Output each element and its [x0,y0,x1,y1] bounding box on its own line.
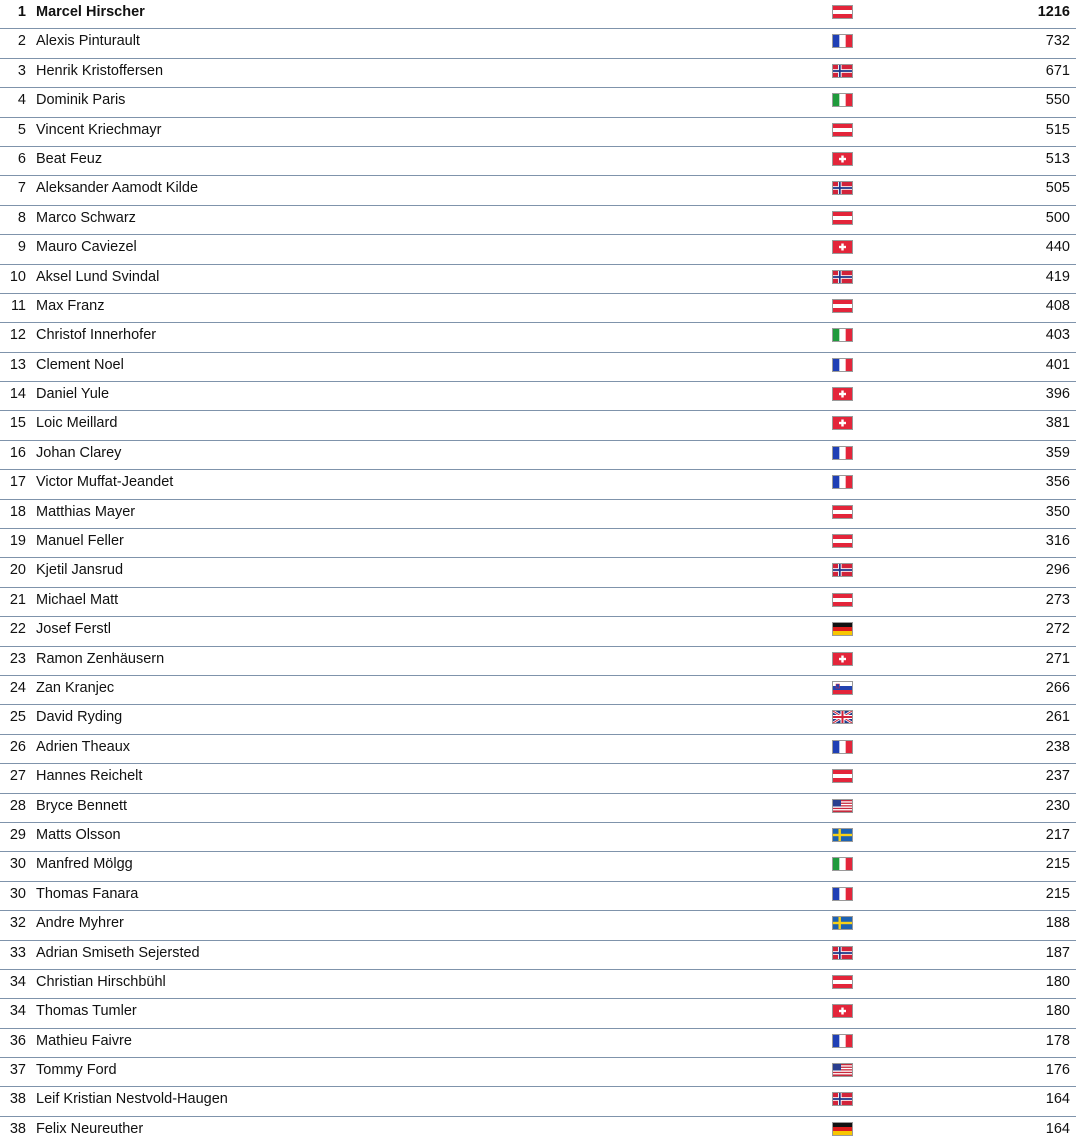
points-cell: 1216 [1037,4,1070,20]
athlete-name: Zan Kranjec [36,679,115,696]
rank-cell: 17 [9,474,26,491]
points-cell: 403 [1045,327,1070,344]
rank-cell: 12 [9,327,26,344]
standings-row [0,382,1076,411]
athlete-name: Dominik Paris [36,92,126,109]
rank-cell: 33 [9,944,26,961]
standings-row [0,676,1076,705]
nor-flag-icon [832,563,853,577]
standings-row [0,735,1076,764]
standings-row [0,794,1076,823]
standings-row [0,941,1076,970]
aut-flag-icon [832,5,853,19]
rank-cell: 8 [17,209,26,226]
points-cell: 187 [1045,944,1070,961]
aut-flag-icon [832,211,853,225]
standings-row [0,294,1076,323]
rank-cell: 30 [9,885,26,902]
standings-row [0,558,1076,587]
ger-flag-icon [832,622,853,636]
slo-flag-icon [832,681,853,695]
standings-row [0,1117,1076,1146]
standings-row [0,1029,1076,1058]
points-cell: 180 [1045,1003,1070,1020]
athlete-name: Michael Matt [36,591,119,608]
rank-cell: 15 [9,415,26,432]
swe-flag-icon [832,916,853,930]
athlete-name: Felix Neureuther [36,1120,144,1137]
standings-row [0,852,1076,881]
nor-flag-icon [832,181,853,195]
sui-flag-icon [832,1004,853,1018]
nor-flag-icon [832,64,853,78]
points-cell: 671 [1045,62,1070,79]
standings-row [0,59,1076,88]
athlete-name: Adrien Theaux [36,738,131,755]
nor-flag-icon [832,1092,853,1106]
points-cell: 505 [1045,180,1070,197]
points-cell: 164 [1045,1120,1070,1137]
rank-cell: 30 [9,856,26,873]
points-cell: 381 [1045,415,1070,432]
rank-cell: 20 [9,562,26,579]
rank-cell: 10 [9,268,26,285]
points-cell: 550 [1045,92,1070,109]
ita-flag-icon [832,857,853,871]
athlete-name: Marco Schwarz [36,209,136,226]
aut-flag-icon [832,975,853,989]
points-cell: 215 [1045,885,1070,902]
fra-flag-icon [832,1034,853,1048]
standings-row [0,823,1076,852]
usa-flag-icon [832,1063,853,1077]
rank-cell: 28 [9,797,26,814]
points-cell: 188 [1045,915,1070,932]
rank-cell: 29 [9,826,26,843]
rank-cell: 37 [9,1062,26,1079]
athlete-name: Christof Innerhofer [36,327,157,344]
points-cell: 408 [1045,297,1070,314]
aut-flag-icon [832,534,853,548]
athlete-name: Christian Hirschbühl [36,973,166,990]
athlete-name: Henrik Kristoffersen [36,62,164,79]
standings-row [0,470,1076,499]
rank-cell: 9 [17,239,26,256]
athlete-name: Matthias Mayer [36,503,136,520]
rank-cell: 14 [9,386,26,403]
standings-row [0,441,1076,470]
athlete-name: Johan Clarey [36,444,122,461]
athlete-name: David Ryding [36,709,123,726]
rank-cell: 3 [17,62,26,79]
standings-row [0,265,1076,294]
sui-flag-icon [832,152,853,166]
points-cell: 396 [1045,386,1070,403]
rank-cell: 34 [9,973,26,990]
ita-flag-icon [832,328,853,342]
sui-flag-icon [832,652,853,666]
athlete-name: Max Franz [36,297,105,314]
gbr-flag-icon [832,710,853,724]
standings-row [0,323,1076,352]
swe-flag-icon [832,828,853,842]
standings-row [0,1087,1076,1116]
standings-row [0,235,1076,264]
standings-row [0,529,1076,558]
standings-row [0,88,1076,117]
rank-cell: 23 [9,650,26,667]
rank-cell: 21 [9,591,26,608]
points-cell: 296 [1045,562,1070,579]
points-cell: 217 [1045,826,1070,843]
points-cell: 215 [1045,856,1070,873]
athlete-name: Loic Meillard [36,415,118,432]
rank-cell: 5 [17,121,26,138]
sui-flag-icon [832,240,853,254]
rank-cell: 18 [9,503,26,520]
athlete-name: Beat Feuz [36,150,103,167]
rank-cell: 32 [9,915,26,932]
sui-flag-icon [832,416,853,430]
points-cell: 316 [1045,533,1070,550]
athlete-name: Kjetil Jansrud [36,562,124,579]
athlete-name: Alexis Pinturault [36,33,140,50]
rank-cell: 22 [9,621,26,638]
standings-row [0,617,1076,646]
athlete-name: Manfred Mölgg [36,856,133,873]
athlete-name: Bryce Bennett [36,797,128,814]
points-cell: 419 [1045,268,1070,285]
rank-cell: 4 [17,92,26,109]
ger-flag-icon [832,1122,853,1136]
sui-flag-icon [832,387,853,401]
standings-row [0,353,1076,382]
points-cell: 356 [1045,474,1070,491]
rank-cell: 11 [10,297,26,314]
points-cell: 238 [1045,738,1070,755]
standings-row [0,118,1076,147]
standings-row [0,411,1076,440]
points-cell: 272 [1045,621,1070,638]
athlete-name: Thomas Tumler [36,1003,137,1020]
aut-flag-icon [832,123,853,137]
rank-cell: 38 [9,1120,26,1137]
points-cell: 359 [1045,444,1070,461]
rank-cell: 36 [9,1032,26,1049]
nor-flag-icon [832,946,853,960]
rank-cell: 7 [17,180,26,197]
points-cell: 273 [1045,591,1070,608]
fra-flag-icon [832,740,853,754]
fra-flag-icon [832,34,853,48]
standings-row [0,1058,1076,1087]
points-cell: 732 [1045,33,1070,50]
standings-row [0,764,1076,793]
rank-cell: 2 [17,33,26,50]
standings-row [0,705,1076,734]
points-cell: 515 [1045,121,1070,138]
athlete-name: Adrian Smiseth Sejersted [36,944,200,961]
fra-flag-icon [832,358,853,372]
usa-flag-icon [832,799,853,813]
athlete-name: Thomas Fanara [36,885,139,902]
standings-row [0,176,1076,205]
athlete-name: Aksel Lund Svindal [36,268,160,285]
points-cell: 401 [1045,356,1070,373]
standings-row [0,882,1076,911]
rank-cell: 26 [9,738,26,755]
points-cell: 271 [1045,650,1070,667]
athlete-name: Ramon Zenhäusern [36,650,165,667]
fra-flag-icon [832,887,853,901]
aut-flag-icon [832,593,853,607]
rank-cell: 25 [9,709,26,726]
ita-flag-icon [832,93,853,107]
athlete-name: Daniel Yule [36,386,110,403]
points-cell: 230 [1045,797,1070,814]
standings-row [0,0,1076,29]
athlete-name: Tommy Ford [36,1062,117,1079]
athlete-name: Andre Myhrer [36,915,124,932]
athlete-name: Marcel Hirscher [36,4,145,20]
athlete-name: Aleksander Aamodt Kilde [36,180,199,197]
points-cell: 513 [1045,150,1070,167]
standings-row [0,999,1076,1028]
standings-row [0,29,1076,58]
standings-row [0,206,1076,235]
standings-row [0,647,1076,676]
points-cell: 261 [1045,709,1070,726]
standings-row [0,147,1076,176]
athlete-name: Josef Ferstl [36,621,111,638]
athlete-name: Mauro Caviezel [36,239,137,256]
standings-row [0,970,1076,999]
standings-row [0,500,1076,529]
nor-flag-icon [832,270,853,284]
athlete-name: Matts Olsson [36,826,121,843]
athlete-name: Vincent Kriechmayr [36,121,162,138]
rank-cell: 13 [9,356,26,373]
athlete-name: Mathieu Faivre [36,1032,132,1049]
points-cell: 176 [1045,1062,1070,1079]
standings-row [0,911,1076,940]
rank-cell: 1 [17,4,26,20]
rank-cell: 16 [9,444,26,461]
aut-flag-icon [832,299,853,313]
rank-cell: 24 [9,679,26,696]
athlete-name: Leif Kristian Nestvold-Haugen [36,1091,228,1108]
points-cell: 350 [1045,503,1070,520]
fra-flag-icon [832,475,853,489]
points-cell: 178 [1045,1032,1070,1049]
points-cell: 500 [1045,209,1070,226]
athlete-name: Hannes Reichelt [36,768,143,785]
points-cell: 237 [1045,768,1070,785]
standings-row [0,588,1076,617]
athlete-name: Victor Muffat-Jeandet [36,474,174,491]
rank-cell: 19 [9,533,26,550]
rank-cell: 34 [9,1003,26,1020]
points-cell: 440 [1045,239,1070,256]
points-cell: 180 [1045,973,1070,990]
rank-cell: 27 [9,768,26,785]
athlete-name: Clement Noel [36,356,124,373]
points-cell: 266 [1045,679,1070,696]
fra-flag-icon [832,446,853,460]
aut-flag-icon [832,769,853,783]
aut-flag-icon [832,505,853,519]
athlete-name: Manuel Feller [36,533,124,550]
points-cell: 164 [1045,1091,1070,1108]
rank-cell: 6 [17,150,26,167]
rank-cell: 38 [9,1091,26,1108]
